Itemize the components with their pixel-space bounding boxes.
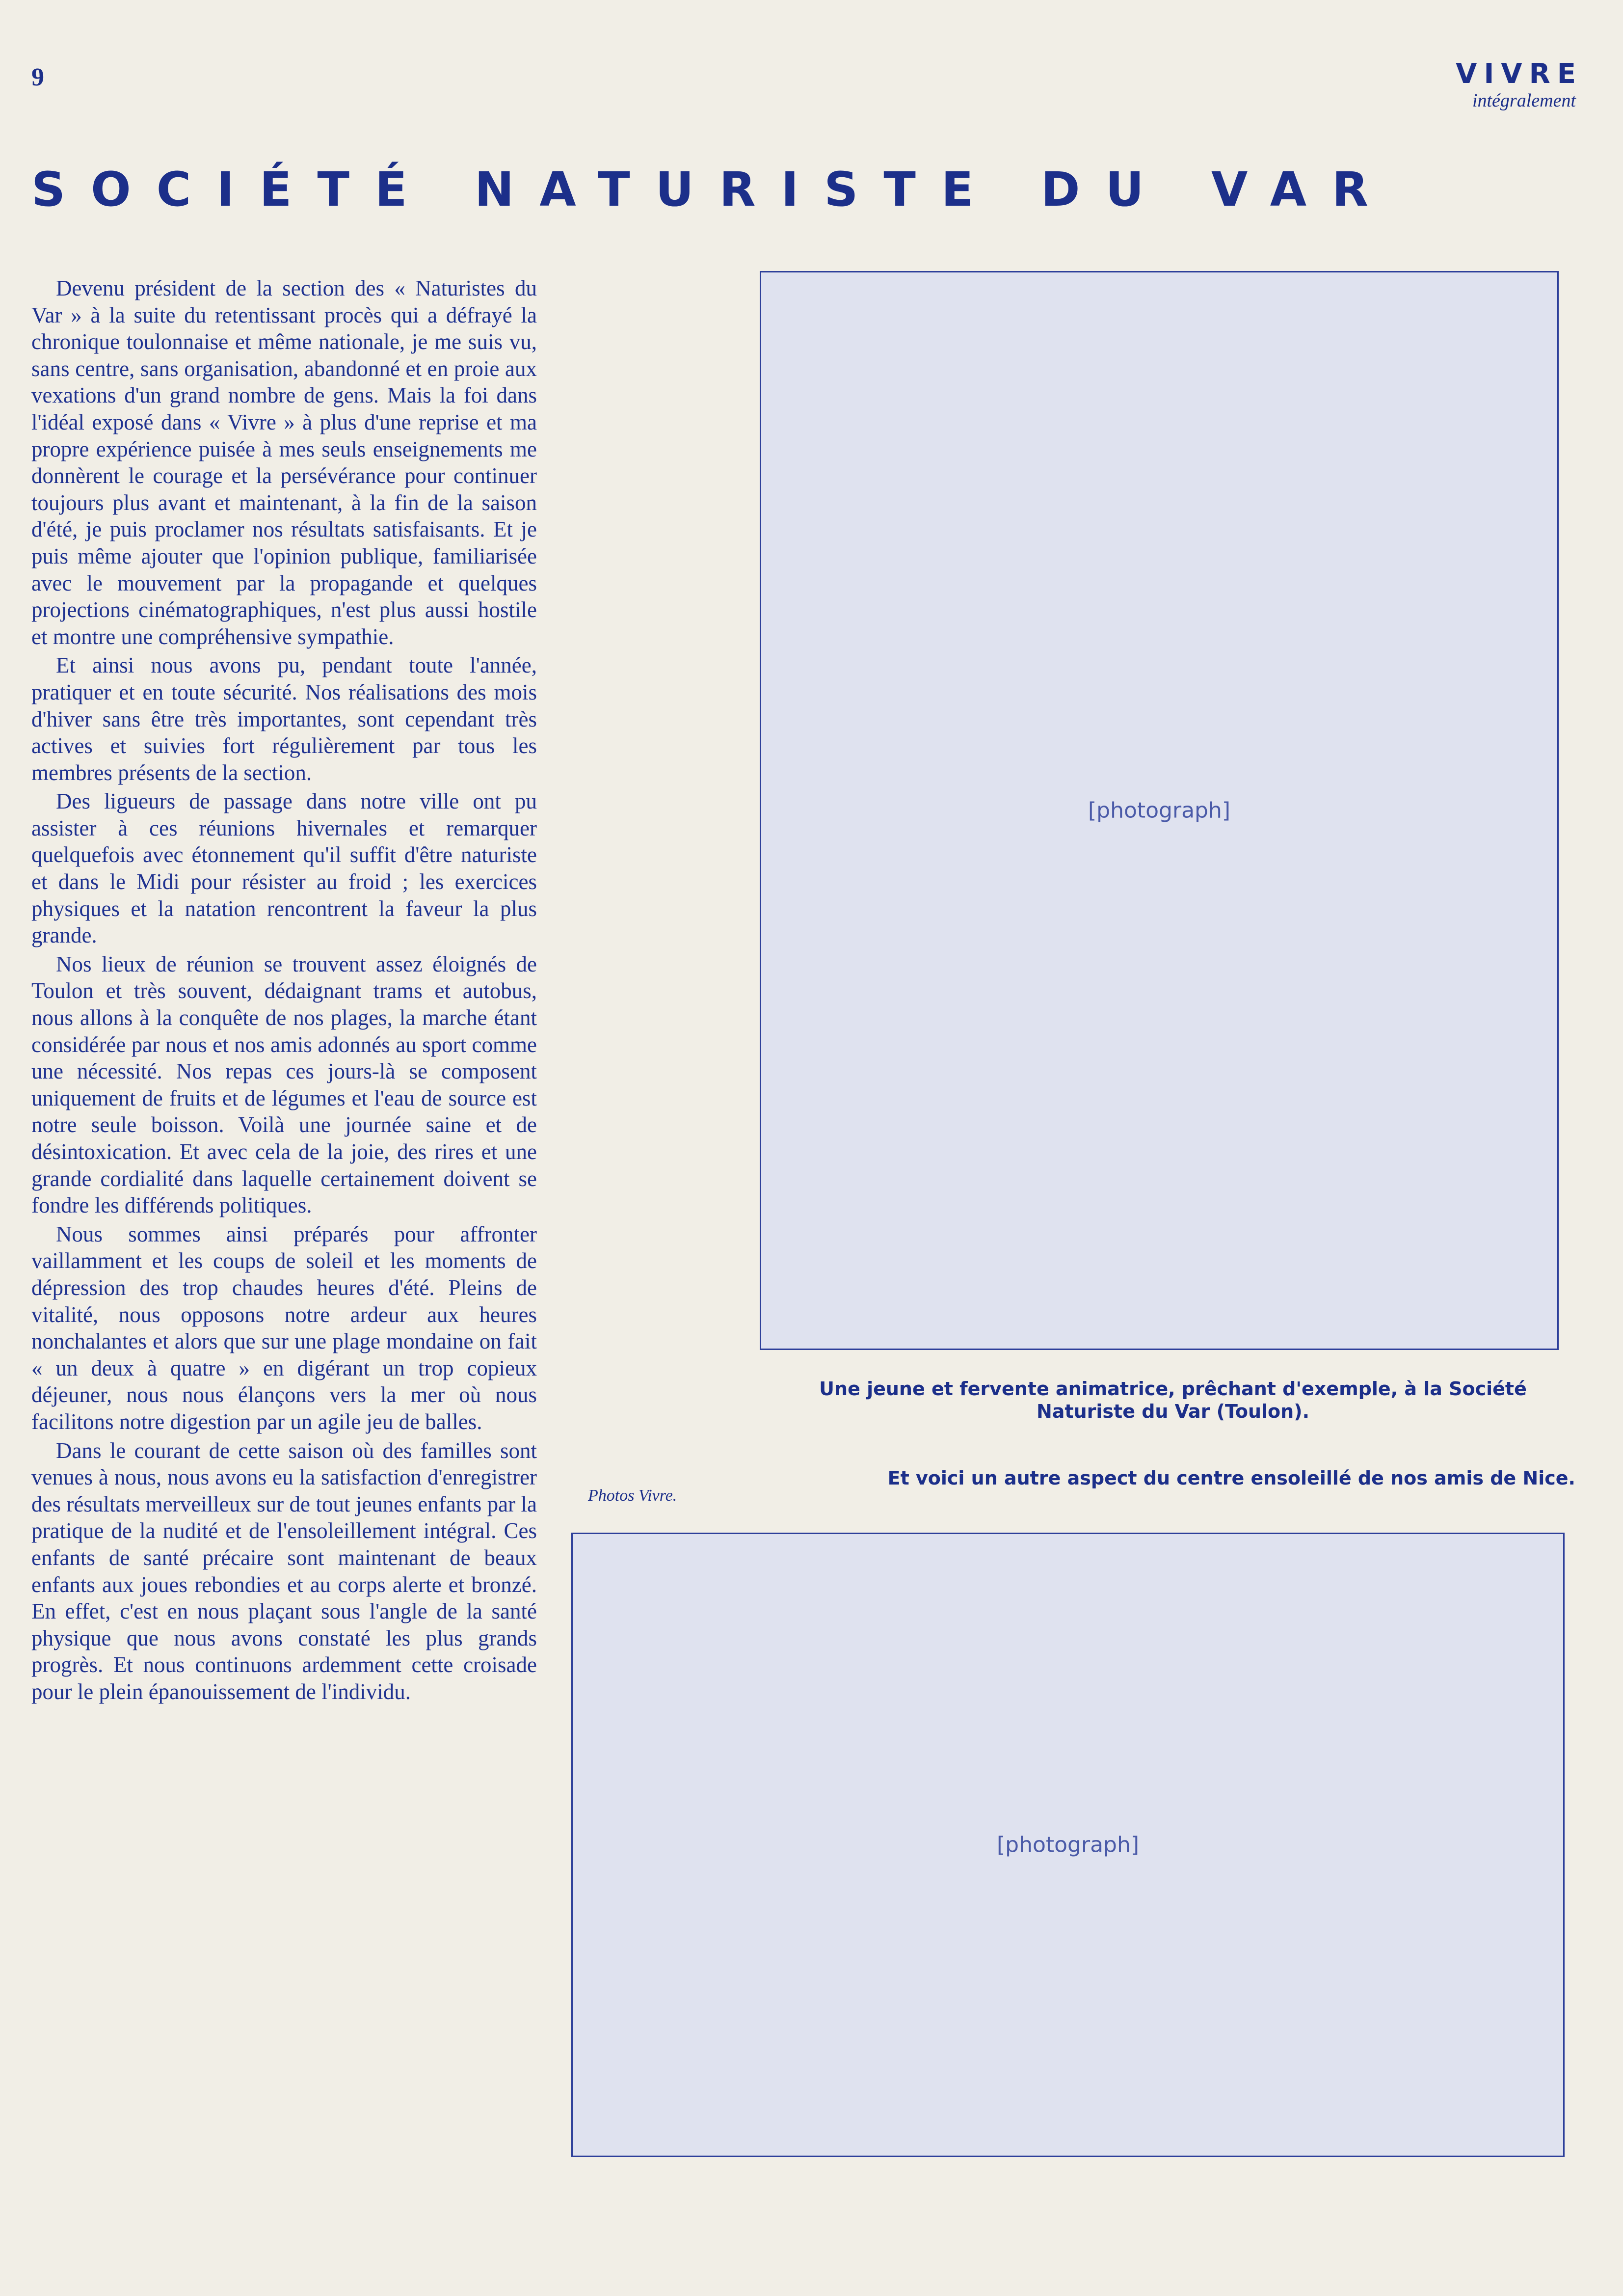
article-paragraph: Des ligueurs de passage dans notre ville ont pu assister à ces réunions hivernales et remarquer quelquefois avec étonnement qu'il suffit d'être naturiste et dans le Midi pour résister au froid ; les exercices physiques et la natation rencontrent la faveur la plus grande. xyxy=(31,789,537,948)
page-number: 9 xyxy=(31,63,44,91)
article-paragraph: Devenu président de la section des « Naturistes du Var » à la suite du retentissant procès qui a défrayé la chronique toulonnaise et même nationale, je me suis vu, sans centre, sans organisation, abandonné et en proie aux vexations d'un grand nombre de gens. Mais la foi dans l'idéal exposé dans « Vivre » à plus d'une reprise et ma propre expérience puisée à mes seuls enseignements me donnèrent le courage et la persévérance pour continuer toujours plus avant et maintenant, à la fin de la saison d'été, je puis proclamer nos résultats satisfaisants. Et je puis même ajouter que l'opinion publique, familiarisée avec le mouvement par la propagande et quelques projections cinématographiques, n'est plus aussi hostile et montre une compréhensive sympathie. xyxy=(31,276,537,649)
photo-placeholder-label: [photograph] xyxy=(1088,798,1231,823)
article-paragraph: Nos lieux de réunion se trouvent assez éloignés de Toulon et très souvent, dédaignant trams et autobus, nous allons à la conquête de nos plages, la marche étant considérée par nous et nos amis adonnés au sport comme une nécessité. Nos repas ces jours-là se composent uniquement de fruits et de légumes et l'eau de source est notre seule boisson. Voilà une journée saine et de désintoxication. Et avec cela de la joie, des rires et une grande cordialité dans laquelle certainement doivent se fondre les différends politiques. xyxy=(31,951,537,1218)
article-paragraph: Dans le courant de cette saison où des familles sont venues à nous, nous avons eu la satisfaction d'enregistrer des résultats merveilleux sur de tout jeunes enfants par la pratique de la nudité et de l'ensoleillement intégral. Ces enfants de santé précaire sont maintenant de beaux enfants aux joues rebondies et au corps alerte et bronzé. En effet, c'est en nous plaçant sous l'angle de la santé physique que nous avons constaté les plus grands progrès. Et nous continuons ardemment cette croisade pour le plein épanouissement de l'individu. xyxy=(31,1438,537,1704)
bottom-photo-placeholder xyxy=(571,1533,1565,2157)
top-photo-caption: Une jeune et fervente animatrice, prêchant d'exemple, à la Société Naturiste du Var (Toulon). xyxy=(819,1378,1527,1422)
masthead xyxy=(1370,58,1583,111)
photo-placeholder-label: [photograph] xyxy=(996,1832,1140,1858)
article-paragraph: Et ainsi nous avons pu, pendant toute l'année, pratiquer et en toute sécurité. Nos réalisations des mois d'hiver sans être très importantes, sont cependant très actives et suivies fort régulièrement par tous les membres présents de la section. xyxy=(31,653,537,785)
top-photo-placeholder xyxy=(760,271,1559,1350)
photo-credit: Photos Vivre. xyxy=(588,1486,677,1505)
masthead-tagline: intégralement xyxy=(1472,90,1576,111)
article-paragraph: Nous sommes ainsi préparés pour affronter vaillamment et les coups de soleil et les moments de dépression des trop chaudes heures d'été. Pleins de vitalité, nous opposons notre ardeur aux heures nonchalantes et alors que sur une plage mondaine on fait « un deux à quatre » en digérant un trop copieux déjeuner, nous nous élançons vers la mer où nous facilitons notre digestion par un agile jeu de balles. xyxy=(31,1221,537,1434)
article-body xyxy=(31,275,537,1707)
bottom-photo-caption: Et voici un autre aspect du centre ensoleillé de nos amis de Nice. xyxy=(887,1467,1575,1489)
article-title: SOCIÉTÉ NATURISTE DU VAR xyxy=(31,162,1394,217)
masthead-name: VIVRE xyxy=(1456,58,1583,90)
